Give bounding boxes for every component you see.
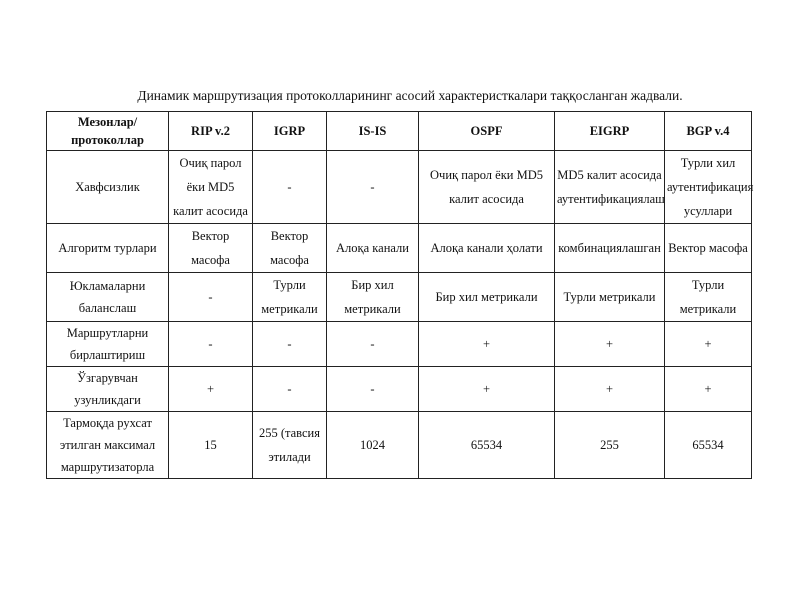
table-cell: Бир хил метрикали [327,273,419,322]
table-cell: 255 (тавсия этилади [253,412,327,479]
table-cell: + [665,367,752,412]
header-ospf: OSPF [419,112,555,151]
table-cell: комбинациялашган [555,224,665,273]
table-row-route-aggregation [47,322,752,367]
table-row-max-routers [47,412,752,479]
table-cell: 1024 [327,412,419,479]
table-cell: + [419,322,555,367]
table-cell: Алоқа канали [327,224,419,273]
table-row-variable-length [47,367,752,412]
row-label: Ўзгарувчан узунликдаги [47,367,169,412]
table-cell: Турли метрикали [253,273,327,322]
table-cell: Турли метрикали [555,273,665,322]
table-cell: 65534 [419,412,555,479]
table-cell: Очиқ парол ёки MD5 калит асосида [419,151,555,224]
table-cell: Вектор масофа [253,224,327,273]
table-row-security [47,151,752,224]
table-cell: - [327,367,419,412]
table-cell: Бир хил метрикали [419,273,555,322]
header-isis: IS-IS [327,112,419,151]
table-cell: 15 [169,412,253,479]
row-label: Алгоритм турлари [47,224,169,273]
table-cell: 255 [555,412,665,479]
table-cell: + [169,367,253,412]
table-cell: - [169,322,253,367]
table-cell: + [555,367,665,412]
row-label: Тармоқда рухсат этилган максимал маршрутизаторла [47,412,169,479]
header-bgp: BGP v.4 [665,112,752,151]
header-row [47,112,752,151]
table-cell: - [327,151,419,224]
table-row-algorithm [47,224,752,273]
table-row-load-balancing [47,273,752,322]
table-caption: Динамик маршрутизация протоколларининг асосий характеристкалари таққосланган жадвали. [137,88,683,103]
table-cell: + [665,322,752,367]
table-cell: Турли метрикали [665,273,752,322]
comparison-table-container [46,111,754,479]
table-cell: Турли хил аутентификация усуллари [665,151,752,224]
table-cell: 65534 [665,412,752,479]
comparison-table [46,111,752,479]
table-cell: - [327,322,419,367]
row-label: Маршрутларни бирлаштириш [47,322,169,367]
table-cell: - [169,273,253,322]
table-cell: MD5 калит асосида аутентификациялаш [555,151,665,224]
table-cell: - [253,322,327,367]
table-cell: Очиқ парол ёки MD5 калит асосида [169,151,253,224]
header-criteria: Мезонлар/ протоколлар [47,112,169,151]
header-rip: RIP v.2 [169,112,253,151]
header-igrp: IGRP [253,112,327,151]
table-cell: Вектор масофа [665,224,752,273]
row-label: Юкламаларни баланслаш [47,273,169,322]
table-cell: - [253,151,327,224]
header-eigrp: EIGRP [555,112,665,151]
table-cell: Алоқа канали ҳолати [419,224,555,273]
table-cell: Вектор масофа [169,224,253,273]
table-cell: + [555,322,665,367]
row-label: Хавфсизлик [47,151,169,224]
table-cell: - [253,367,327,412]
table-cell: + [419,367,555,412]
